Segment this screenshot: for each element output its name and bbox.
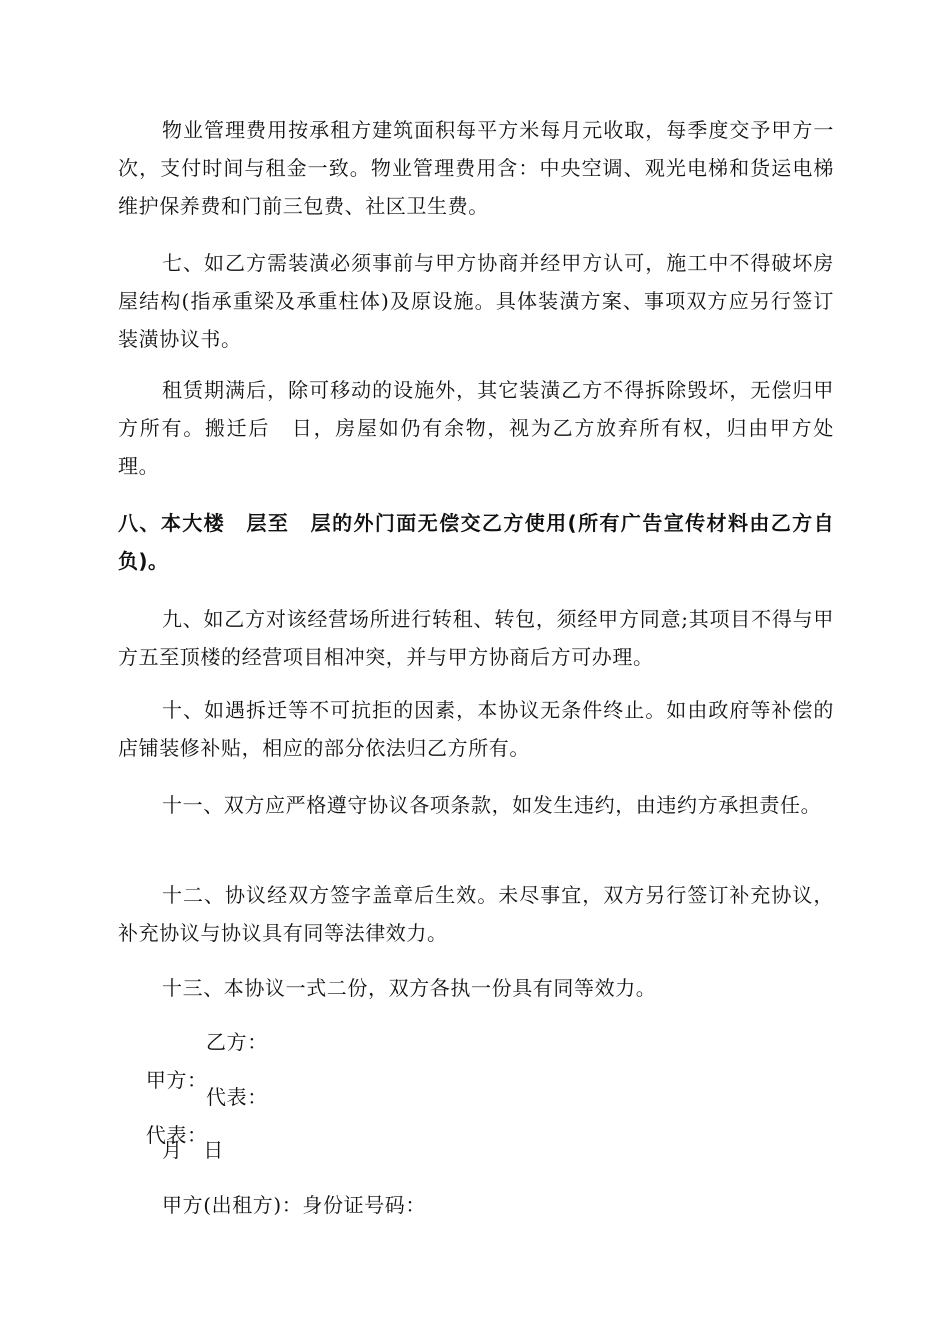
lessor-id-line: 甲方(出租方)：身份证号码： [162,1193,427,1217]
paragraph-property-fee: 物业管理费用按承租方建筑面积每平方米每月元收取，每季度交予甲方一次，支付时间与租金一致。物业管理费用含：中央空调、观光电梯和货运电梯维护保养费和门前三包费、社区卫生费。 [118,118,834,218]
paragraph-clause-12: 十二、协议经双方签字盖章后生效。未尽事宜，双方另行签订补充协议，补充协议与协议具有同等法律效力。 [118,883,834,945]
paragraph-clause-7: 七、如乙方需装潢必须事前与甲方协商并经甲方认可，施工中不得破坏房屋结构(指承重梁及承重柱体)及原设施。具体装潢方案、事项双方应另行签订装潢协议书。 [118,251,834,351]
party-a-label: 甲方： [145,1068,208,1092]
paragraph-clause-8: 八、本大楼 层至 层的外门面无偿交乙方使用(所有广告宣传材料由乙方自负)。 [118,511,834,573]
representative-b-label: 代表： [206,1085,268,1109]
party-b-label: 乙方： [206,1030,268,1054]
paragraph-clause-11: 十一、双方应严格遵守协议各项条款，如发生违约，由违约方承担责任。 [162,793,822,817]
signature-date-line: 月 日 [162,1138,224,1162]
paragraph-lease-expiry: 租赁期满后，除可移动的设施外，其它装潢乙方不得拆除毁坏，无偿归甲方所有。搬迁后 日，房屋如仍有余物，视为乙方放弃所有权，归由甲方处理。 [118,378,834,478]
paragraph-clause-10: 十、如遇拆迁等不可抗拒的因素，本协议无条件终止。如由政府等补偿的店铺装修补贴，相应的部分依法归乙方所有。 [118,698,834,760]
paragraph-clause-9: 九、如乙方对该经营场所进行转租、转包，须经甲方同意;其项目不得与甲方五至顶楼的经营项目相冲突，并与甲方协商后方可办理。 [118,607,834,669]
representative-a-label: 代表： [145,1123,208,1147]
paragraph-clause-13: 十三、本协议一式二份，双方各执一份具有同等效力。 [162,976,657,1000]
